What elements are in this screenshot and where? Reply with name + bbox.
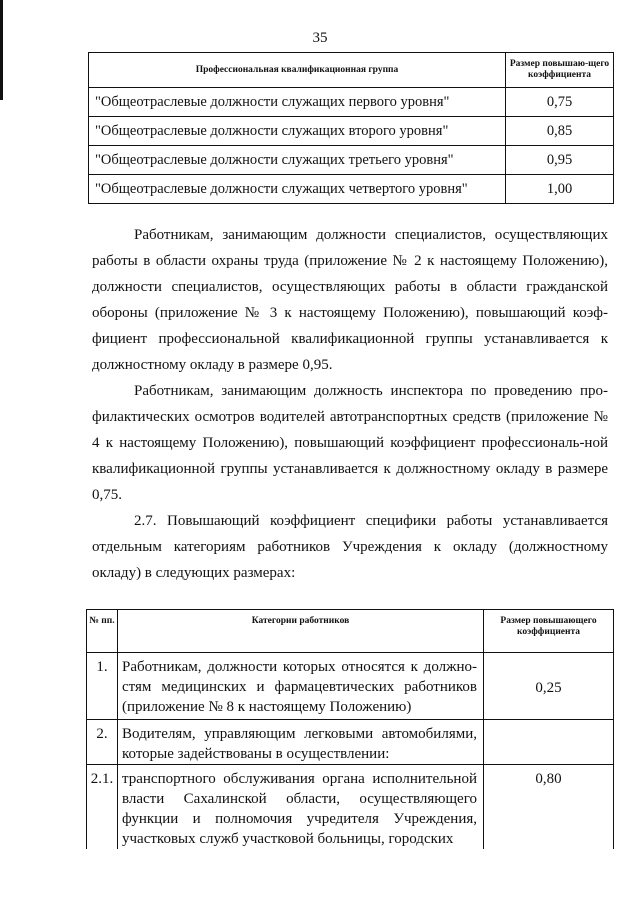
table-header-row (87, 610, 614, 653)
group-cell: "Общеотраслевые должности служащих третьего уровня" (89, 146, 506, 175)
coefficient-table-specifics (86, 609, 614, 849)
paragraph-2-7: 2.7. Повышающий коэффициент специфики работы устанавливается отдельным категориям работников Учреждения к окладу (должностному окладу) в следующих размерах: (92, 513, 608, 581)
paragraph-inspector: Работникам, занимающим должность инспектора по проведению про-филактических осмотров водителей автотранспортных средств (приложение № 4 к настоящему Положению), повышающий коэффициент профессиональ-ной квалификационной группы устанавливается к должностному окладу в размере 0,75. (92, 383, 608, 503)
header-number: № пп. (87, 610, 118, 653)
table-row (89, 88, 614, 117)
header-coefficient: Размер повышающего коэффициента (484, 610, 614, 653)
table-row (89, 146, 614, 175)
table-row (89, 117, 614, 146)
value-cell (484, 720, 614, 765)
header-category: Категории работников (118, 610, 484, 653)
value-cell: 0,75 (506, 88, 614, 117)
table-row (87, 653, 614, 720)
category-cell: Работникам, должности которых относятся к должно-стям медицинских и фармацевтических работников (приложение № 8 к настоящему Положению) (118, 653, 484, 720)
header-group: Профессиональная квалификационная группа (89, 53, 506, 88)
number-cell: 2.1. (87, 765, 118, 850)
page-number: 35 (312, 30, 328, 46)
value-cell: 0,95 (506, 146, 614, 175)
group-cell: "Общеотраслевые должности служащих второго уровня" (89, 117, 506, 146)
table-row (87, 765, 614, 850)
page-edge-mark (0, 0, 3, 100)
group-cell: "Общеотраслевые должности служащих первого уровня" (89, 88, 506, 117)
value-cell: 0,25 (484, 653, 614, 720)
paragraph-labor-safety: Работникам, занимающим должности специалистов, осуществляющих работы в области охраны труда (приложение № 2 к настоящему Положению), должности специалистов, осуществляющих работы в области гражданской обороны (приложение № 3 к настоящему Положению), повышающий коэф-фициент профессиональной квалификационной группы устанавливается к должностному окладу в размере 0,95. (92, 227, 608, 373)
category-cell: Водителям, управляющим легковыми автомобилями, которые задействованы в осуществлении: (118, 720, 484, 765)
value-cell: 0,85 (506, 117, 614, 146)
value-cell: 0,80 (484, 765, 614, 850)
group-cell: "Общеотраслевые должности служащих четвертого уровня" (89, 175, 506, 204)
table-header-row (89, 53, 614, 88)
number-cell: 2. (87, 720, 118, 765)
header-coefficient: Размер повышаю-щего коэффициента (506, 53, 614, 88)
table-row (87, 720, 614, 765)
category-cell: транспортного обслуживания органа исполнительной власти Сахалинской области, осуществляющего функции и полномочия учредителя Учреждения, участковых служб участковой больницы, городских (118, 765, 484, 850)
table-row (89, 175, 614, 204)
number-cell: 1. (87, 653, 118, 720)
value-cell: 1,00 (506, 175, 614, 204)
coefficient-table-qualification (88, 52, 614, 204)
